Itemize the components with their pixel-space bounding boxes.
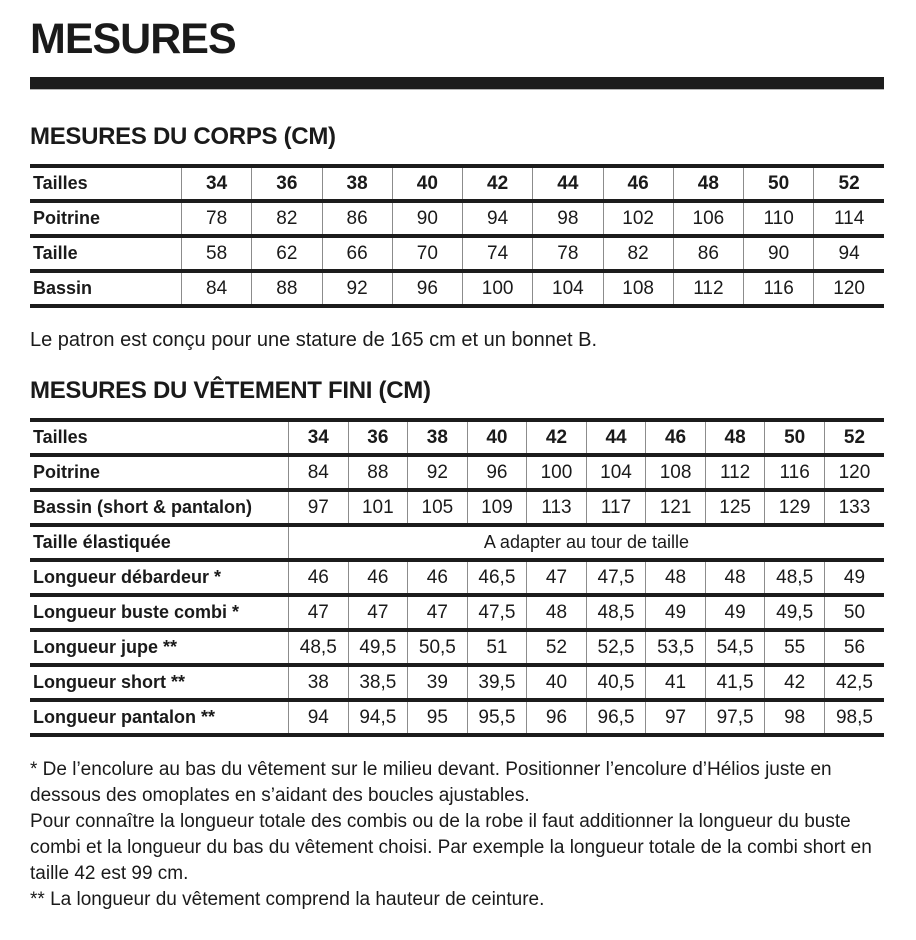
value-cell: 86 [322, 201, 392, 236]
value-cell: 90 [744, 236, 814, 271]
value-cell: 38,5 [348, 665, 408, 700]
size-header-row [30, 420, 884, 455]
table-row [30, 525, 884, 560]
size-header-cell: 42 [527, 420, 587, 455]
value-cell: 40 [527, 665, 587, 700]
value-cell: 78 [182, 201, 252, 236]
size-header-cell: 50 [765, 420, 825, 455]
row-label-cell: Bassin [30, 271, 182, 306]
value-cell: 49,5 [765, 595, 825, 630]
size-header-cell: 48 [673, 166, 743, 201]
size-header-row [30, 166, 884, 201]
value-cell: 116 [765, 455, 825, 490]
size-header-cell: 38 [322, 166, 392, 201]
value-cell: 47 [408, 595, 468, 630]
value-cell: 88 [252, 271, 322, 306]
size-header-cell: 42 [463, 166, 533, 201]
table-row [30, 271, 884, 306]
size-header-cell: 34 [289, 420, 349, 455]
value-cell: 47 [348, 595, 408, 630]
value-cell: 38 [289, 665, 349, 700]
value-cell: 42 [765, 665, 825, 700]
footnote-total-length: Pour connaître la longueur totale des combis ou de la robe il faut additionner la longueur du buste combi et la longueur du bas du vêtement choisi. Par exemple la longueur totale de la combi short en taille 42 est 99 cm. [30, 811, 872, 884]
value-cell: 98 [765, 700, 825, 735]
size-header-cell: 44 [533, 166, 603, 201]
body-measurements-heading: MESURES DU CORPS (CM) [30, 123, 336, 150]
value-cell: 50,5 [408, 630, 468, 665]
value-cell: 52 [527, 630, 587, 665]
table-row [30, 630, 884, 665]
value-cell: 46,5 [467, 560, 527, 595]
section-finished-garment [30, 378, 884, 737]
value-cell: 96 [392, 271, 462, 306]
value-cell: 82 [603, 236, 673, 271]
size-header-cell: 50 [744, 166, 814, 201]
value-cell: 58 [182, 236, 252, 271]
size-header-cell: 40 [392, 166, 462, 201]
value-cell: 116 [744, 271, 814, 306]
footnote-waistband: ** La longueur du vêtement comprend la hauteur de ceinture. [30, 889, 545, 910]
table-row [30, 455, 884, 490]
value-cell: 104 [533, 271, 603, 306]
value-cell: 96,5 [586, 700, 646, 735]
value-cell: 97,5 [705, 700, 765, 735]
value-cell: 98 [533, 201, 603, 236]
value-cell: 49,5 [348, 630, 408, 665]
row-label-cell: Bassin (short & pantalon) [30, 490, 289, 525]
section-body-measurements [30, 124, 884, 352]
value-cell: 97 [646, 700, 706, 735]
value-cell: 39 [408, 665, 468, 700]
value-cell: 96 [527, 700, 587, 735]
value-cell: 51 [467, 630, 527, 665]
table-row [30, 560, 884, 595]
size-header-cell: 44 [586, 420, 646, 455]
value-cell: 105 [408, 490, 468, 525]
footnotes [30, 757, 884, 913]
value-cell: 121 [646, 490, 706, 525]
value-cell: 114 [814, 201, 884, 236]
size-header-cell: 34 [182, 166, 252, 201]
span-cell: A adapter au tour de taille [289, 525, 885, 560]
row-label-cell: Poitrine [30, 455, 289, 490]
value-cell: 120 [824, 455, 884, 490]
footnote-neckline: * De l’encolure au bas du vêtement sur le milieu devant. Positionner l’encolure d’Hélios juste en dessous des omoplates en s’aidant des boucles ajustables. [30, 759, 832, 806]
value-cell: 102 [603, 201, 673, 236]
pattern-stature-note: Le patron est conçu pour une stature de 165 cm et un bonnet B. [30, 329, 598, 351]
value-cell: 92 [322, 271, 392, 306]
value-cell: 88 [348, 455, 408, 490]
value-cell: 112 [705, 455, 765, 490]
value-cell: 109 [467, 490, 527, 525]
table-row [30, 201, 884, 236]
value-cell: 78 [533, 236, 603, 271]
value-cell: 62 [252, 236, 322, 271]
size-header-cell: 46 [603, 166, 673, 201]
value-cell: 46 [348, 560, 408, 595]
value-cell: 96 [467, 455, 527, 490]
table-row [30, 665, 884, 700]
value-cell: 82 [252, 201, 322, 236]
finished-garment-table [30, 418, 884, 737]
value-cell: 84 [182, 271, 252, 306]
size-header-cell: 52 [814, 166, 884, 201]
table-row [30, 490, 884, 525]
table-row [30, 236, 884, 271]
value-cell: 84 [289, 455, 349, 490]
size-header-cell: 38 [408, 420, 468, 455]
value-cell: 47,5 [586, 560, 646, 595]
row-label-cell: Longueur jupe ** [30, 630, 289, 665]
table-row [30, 595, 884, 630]
value-cell: 52,5 [586, 630, 646, 665]
row-label-cell: Longueur débardeur * [30, 560, 289, 595]
value-cell: 106 [673, 201, 743, 236]
value-cell: 70 [392, 236, 462, 271]
value-cell: 104 [586, 455, 646, 490]
size-header-cell: 36 [252, 166, 322, 201]
value-cell: 48 [705, 560, 765, 595]
row-label-cell: Longueur buste combi * [30, 595, 289, 630]
value-cell: 39,5 [467, 665, 527, 700]
size-header-cell: 36 [348, 420, 408, 455]
value-cell: 74 [463, 236, 533, 271]
row-label-cell: Taille [30, 236, 182, 271]
value-cell: 49 [646, 595, 706, 630]
value-cell: 50 [824, 595, 884, 630]
value-cell: 86 [673, 236, 743, 271]
row-label-cell: Taille élastiquée [30, 525, 289, 560]
value-cell: 113 [527, 490, 587, 525]
value-cell: 48 [646, 560, 706, 595]
value-cell: 48,5 [765, 560, 825, 595]
value-cell: 47 [289, 595, 349, 630]
value-cell: 100 [527, 455, 587, 490]
value-cell: 94,5 [348, 700, 408, 735]
body-measurements-table [30, 164, 884, 308]
size-header-cell: 48 [705, 420, 765, 455]
value-cell: 46 [408, 560, 468, 595]
value-cell: 66 [322, 236, 392, 271]
value-cell: 125 [705, 490, 765, 525]
row-label-cell: Longueur short ** [30, 665, 289, 700]
value-cell: 49 [705, 595, 765, 630]
value-cell: 110 [744, 201, 814, 236]
value-cell: 47,5 [467, 595, 527, 630]
value-cell: 56 [824, 630, 884, 665]
row-label-cell: Poitrine [30, 201, 182, 236]
value-cell: 41,5 [705, 665, 765, 700]
table-row [30, 700, 884, 735]
value-cell: 92 [408, 455, 468, 490]
value-cell: 120 [814, 271, 884, 306]
title-rule [30, 77, 884, 90]
value-cell: 47 [527, 560, 587, 595]
value-cell: 100 [463, 271, 533, 306]
value-cell: 40,5 [586, 665, 646, 700]
value-cell: 95 [408, 700, 468, 735]
value-cell: 108 [603, 271, 673, 306]
value-cell: 108 [646, 455, 706, 490]
value-cell: 53,5 [646, 630, 706, 665]
value-cell: 48 [527, 595, 587, 630]
value-cell: 95,5 [467, 700, 527, 735]
value-cell: 94 [814, 236, 884, 271]
value-cell: 46 [289, 560, 349, 595]
table-corner-label: Tailles [30, 420, 289, 455]
value-cell: 97 [289, 490, 349, 525]
value-cell: 94 [463, 201, 533, 236]
value-cell: 117 [586, 490, 646, 525]
value-cell: 101 [348, 490, 408, 525]
table-corner-label: Tailles [30, 166, 182, 201]
value-cell: 48,5 [586, 595, 646, 630]
value-cell: 98,5 [824, 700, 884, 735]
size-header-cell: 40 [467, 420, 527, 455]
value-cell: 54,5 [705, 630, 765, 665]
value-cell: 129 [765, 490, 825, 525]
value-cell: 48,5 [289, 630, 349, 665]
value-cell: 112 [673, 271, 743, 306]
value-cell: 90 [392, 201, 462, 236]
finished-garment-heading: MESURES DU VÊTEMENT FINI (CM) [30, 377, 431, 404]
page-title: MESURES [30, 15, 236, 63]
row-label-cell: Longueur pantalon ** [30, 700, 289, 735]
size-header-cell: 52 [824, 420, 884, 455]
value-cell: 94 [289, 700, 349, 735]
value-cell: 133 [824, 490, 884, 525]
value-cell: 49 [824, 560, 884, 595]
value-cell: 42,5 [824, 665, 884, 700]
value-cell: 41 [646, 665, 706, 700]
value-cell: 55 [765, 630, 825, 665]
size-header-cell: 46 [646, 420, 706, 455]
